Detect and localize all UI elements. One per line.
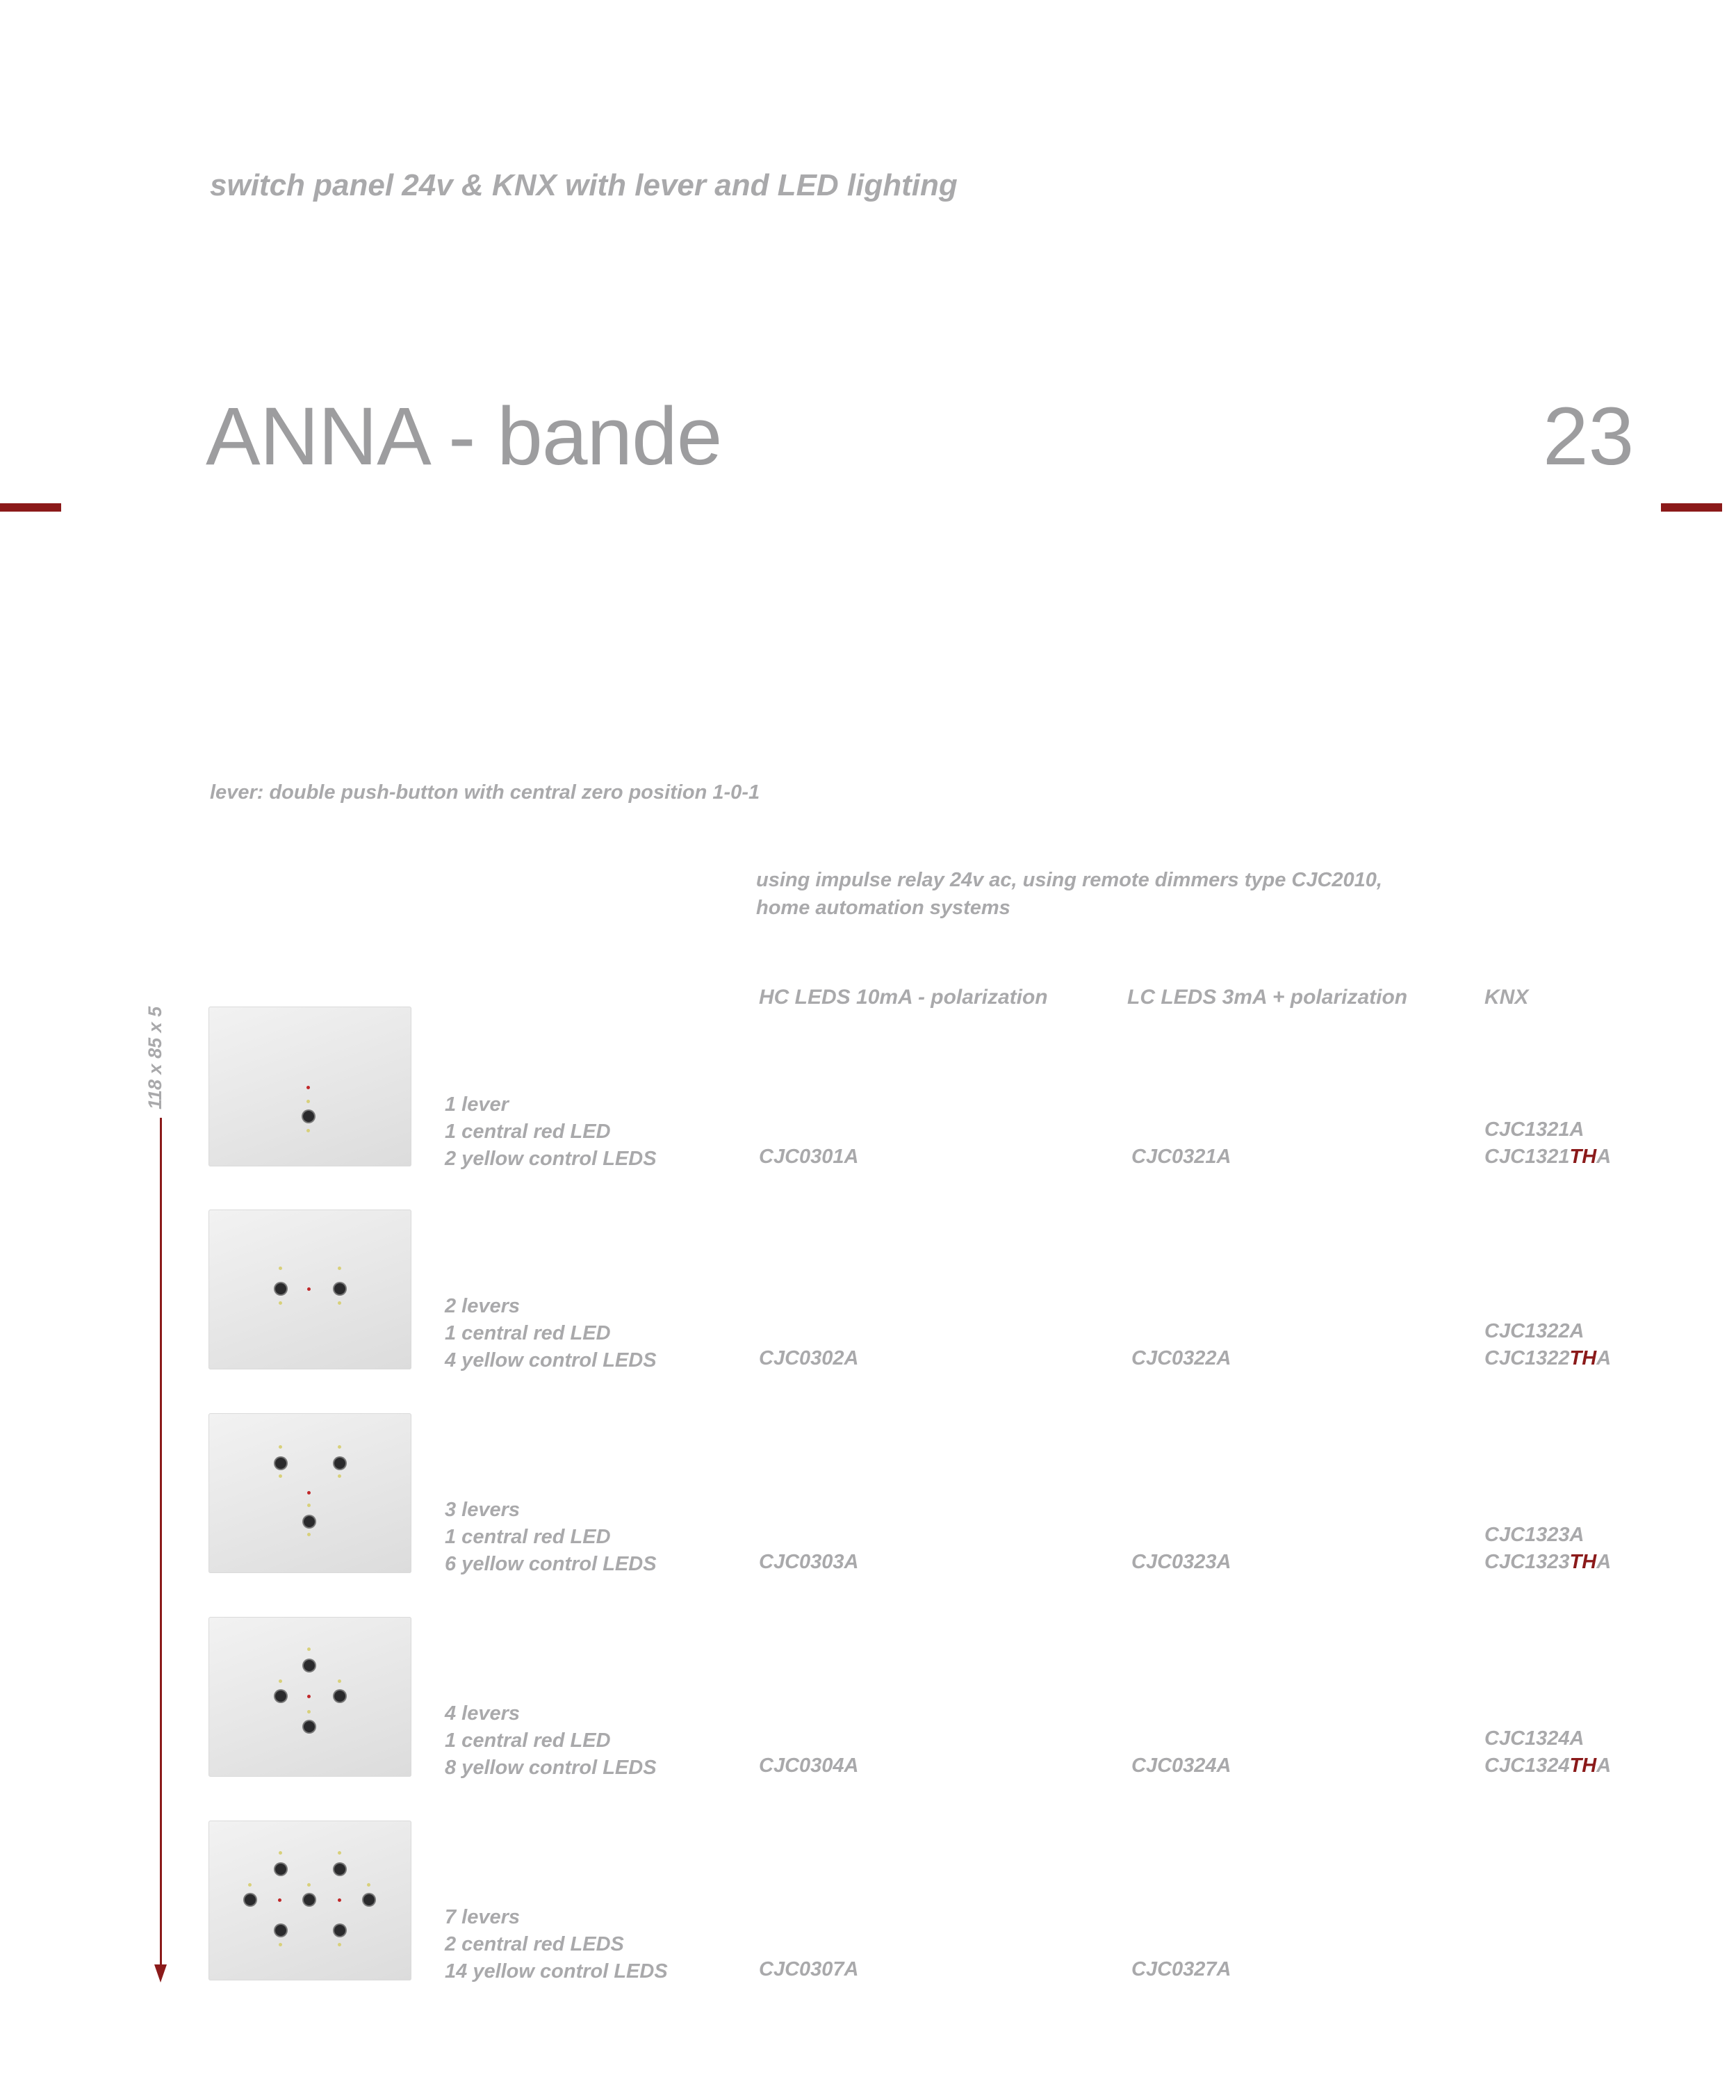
yellow-led-icon (307, 1504, 311, 1507)
panel-image-7-levers (208, 1821, 411, 1980)
panel-image-1-lever (208, 1007, 411, 1166)
code-knx-th (1484, 1755, 1611, 1777)
lever-icon (275, 1283, 286, 1294)
desc-line: 7 levers (445, 1906, 521, 1928)
desc-line: 1 central red LED (445, 1121, 611, 1143)
yellow-led-icon (338, 1445, 341, 1449)
code-knx-th-suffix: A (1596, 1347, 1612, 1369)
red-led-icon (307, 1287, 311, 1291)
yellow-led-icon (248, 1883, 252, 1887)
page-title: ANNA - bande (206, 391, 722, 482)
yellow-led-icon (338, 1851, 341, 1855)
yellow-led-icon (338, 1301, 341, 1305)
yellow-led-icon (338, 1474, 341, 1478)
code-knx: CJC1322A (1484, 1320, 1584, 1342)
panel-image-4-levers (208, 1617, 411, 1777)
code-lc: CJC0327A (1131, 1958, 1231, 1980)
desc-line: 8 yellow control LEDS (445, 1757, 657, 1779)
desc-line: 2 central red LEDS (445, 1933, 624, 1955)
desc-line: 1 lever (445, 1093, 509, 1116)
code-hc: CJC0302A (759, 1347, 859, 1369)
lever-icon (245, 1894, 256, 1905)
red-led-icon (278, 1898, 281, 1902)
desc-line: 1 central red LED (445, 1526, 611, 1548)
code-knx-th (1484, 1551, 1611, 1574)
desc-line: 4 yellow control LEDS (445, 1349, 657, 1371)
red-led-icon (307, 1491, 311, 1495)
yellow-led-icon (279, 1679, 282, 1683)
row-description (445, 1904, 668, 1985)
lever-icon (334, 1283, 345, 1294)
dimension-line (160, 1118, 162, 1967)
lever-icon (275, 1925, 286, 1936)
code-knx-th (1484, 1347, 1611, 1370)
page-number: 23 (1543, 391, 1635, 482)
desc-line: 1 central red LED (445, 1322, 611, 1344)
yellow-led-icon (338, 1679, 341, 1683)
row-description (445, 1497, 657, 1578)
code-lc: CJC0323A (1131, 1551, 1231, 1573)
red-led-icon (306, 1086, 310, 1089)
yellow-led-icon (307, 1883, 311, 1887)
code-knx-th (1484, 1146, 1611, 1169)
code-knx: CJC1323A (1484, 1524, 1584, 1546)
code-knx-th-suffix: A (1596, 1146, 1612, 1168)
yellow-led-icon (307, 1647, 311, 1651)
code-knx-th-prefix: CJC1323 (1484, 1551, 1570, 1573)
dimension-label-text: 118 x 85 x 5 (145, 1006, 165, 1109)
yellow-led-icon (279, 1851, 282, 1855)
code-knx-th-highlight: TH (1569, 1551, 1597, 1573)
lever-icon (363, 1894, 375, 1905)
code-knx: CJC1324A (1484, 1727, 1584, 1750)
lever-icon (304, 1516, 315, 1527)
code-hc: CJC0301A (759, 1146, 859, 1168)
lever-icon (304, 1660, 315, 1671)
row-description (445, 1091, 657, 1173)
column-header-hc: HC LEDS 10mA - polarization (759, 986, 1048, 1009)
lever-icon (275, 1864, 286, 1875)
code-lc: CJC0324A (1131, 1755, 1231, 1777)
code-hc: CJC0304A (759, 1755, 859, 1777)
yellow-led-icon (279, 1267, 282, 1270)
lever-note: lever: double push-button with central zero position 1-0-1 (210, 781, 760, 804)
row-description (445, 1293, 657, 1374)
lever-icon (303, 1111, 314, 1122)
yellow-led-icon (306, 1100, 310, 1103)
yellow-led-icon (367, 1883, 370, 1887)
yellow-led-icon (279, 1301, 282, 1305)
code-lc: CJC0321A (1131, 1146, 1231, 1168)
usage-note (756, 866, 1382, 922)
code-knx-th-prefix: CJC1322 (1484, 1347, 1570, 1369)
usage-line-1: using impulse relay 24v ac, using remote dimmers type CJC2010, (756, 869, 1382, 891)
desc-line: 2 yellow control LEDS (445, 1148, 657, 1170)
yellow-led-icon (279, 1474, 282, 1478)
desc-line: 1 central red LED (445, 1729, 611, 1752)
page-subtitle: switch panel 24v & KNX with lever and LED lighting (210, 168, 958, 202)
red-led-icon (338, 1898, 341, 1902)
code-hc: CJC0307A (759, 1958, 859, 1980)
yellow-led-icon (307, 1710, 311, 1714)
lever-icon (334, 1691, 345, 1702)
yellow-led-icon (307, 1533, 311, 1536)
usage-line-2: home automation systems (756, 897, 1010, 919)
lever-icon (334, 1458, 345, 1469)
code-knx-th-suffix: A (1596, 1551, 1612, 1573)
desc-line: 6 yellow control LEDS (445, 1553, 657, 1575)
dimension-label (129, 1004, 178, 1115)
lever-icon (275, 1691, 286, 1702)
code-hc: CJC0303A (759, 1551, 859, 1573)
column-header-knx: KNX (1484, 986, 1529, 1009)
code-knx-th-highlight: TH (1569, 1146, 1597, 1168)
yellow-led-icon (279, 1445, 282, 1449)
code-knx-th-highlight: TH (1569, 1755, 1597, 1777)
desc-line: 14 yellow control LEDS (445, 1960, 668, 1983)
panel-image-3-levers (208, 1413, 411, 1573)
desc-line: 2 levers (445, 1295, 521, 1317)
yellow-led-icon (306, 1129, 310, 1132)
lever-icon (334, 1864, 345, 1875)
code-knx-th-highlight: TH (1569, 1347, 1597, 1369)
code-knx-th-suffix: A (1596, 1755, 1612, 1777)
lever-icon (304, 1721, 315, 1732)
yellow-led-icon (338, 1267, 341, 1270)
lever-icon (334, 1925, 345, 1936)
code-knx-th-prefix: CJC1321 (1484, 1146, 1570, 1168)
left-accent-mark (0, 503, 61, 512)
yellow-led-icon (279, 1943, 282, 1946)
dimension-arrow-icon (154, 1964, 167, 1983)
lever-icon (275, 1458, 286, 1469)
lever-icon (304, 1894, 315, 1905)
right-accent-mark (1661, 503, 1722, 512)
code-lc: CJC0322A (1131, 1347, 1231, 1369)
desc-line: 3 levers (445, 1499, 521, 1521)
desc-line: 4 levers (445, 1702, 521, 1725)
code-knx-th-prefix: CJC1324 (1484, 1755, 1570, 1777)
yellow-led-icon (338, 1943, 341, 1946)
column-header-lc: LC LEDS 3mA + polarization (1127, 986, 1408, 1009)
row-description (445, 1700, 657, 1782)
code-knx: CJC1321A (1484, 1118, 1584, 1141)
red-led-icon (307, 1695, 311, 1698)
panel-image-2-levers (208, 1210, 411, 1369)
